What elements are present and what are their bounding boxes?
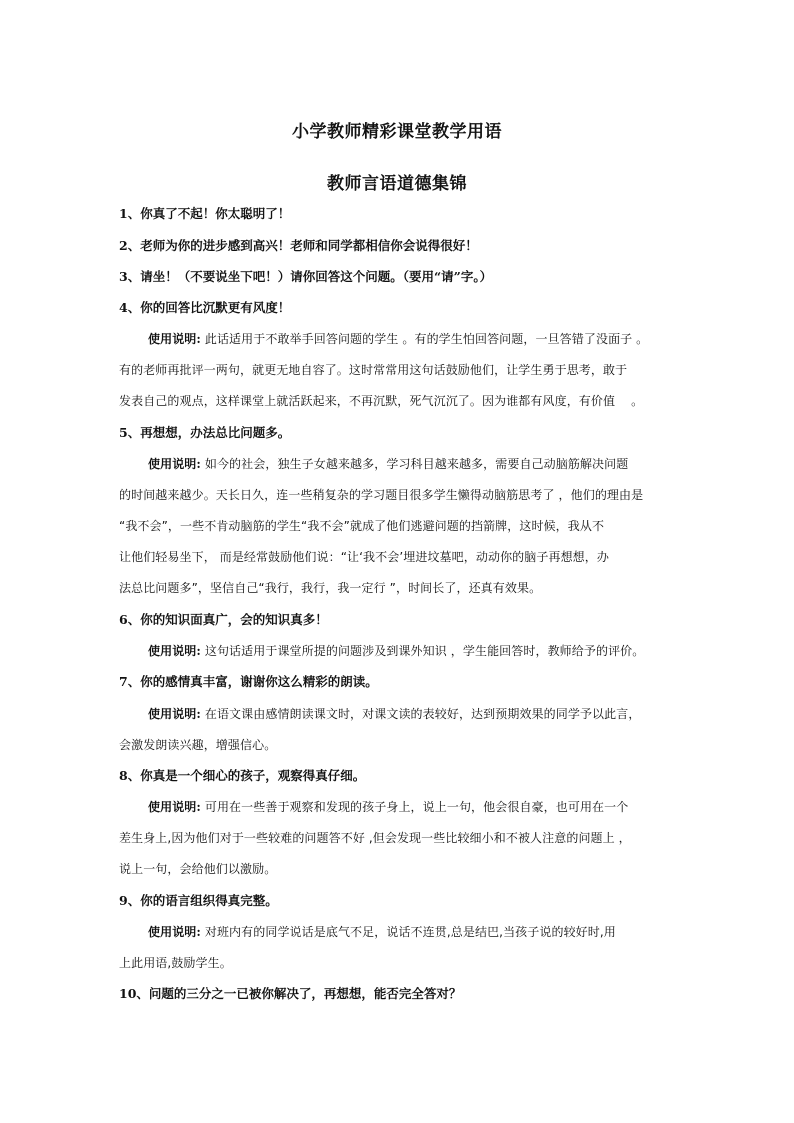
heading-5: 5、再想想，办法总比问题多。 [119,425,291,440]
heading-7: 7、你的感情真丰富，谢谢你这么精彩的朗读。 [119,674,378,689]
usage-label: 使用说明: [148,457,201,471]
heading-2: 2、老师为你的进步感到高兴！老师和同学都相信你会说得很好！ [119,238,478,253]
paragraph-8-line-2: 差生身上,因为他们对于一些较难的问题答不好 ,但会发现一些比较细小和不被人注意的问题上 ， [119,831,631,845]
paragraph-5-line-4: 让他们轻易坐下， 而是经常鼓励他们说：“让‘我不会’埋进坟墓吧，动动你的脑子再想想，办 [119,550,609,564]
paragraph-7-line-1 [148,706,640,722]
paragraph-7-line-2: 会激发朗读兴趣，增强信心。 [119,738,277,752]
heading-9: 9、你的语言组织得真完整。 [119,893,278,908]
heading-8: 8、你真是一个细心的孩子，观察得真仔细。 [119,768,366,783]
usage-label: 使用说明: [148,800,201,814]
paragraph-9-line-2: 上此用语,鼓励学生。 [119,956,232,970]
paragraph-4-line-2: 有的老师再批评一两句，就更无地自容了。这时常常用这句话鼓励他们，让学生勇于思考，敢于 [119,363,628,377]
heading-10: 10、问题的三分之一已被你解决了，再想想，能否完全答对？ [119,986,462,1001]
paragraph-5-line-5: 法总比问题多”，坚信自己“我行，我行，我一定行 ”，时间长了，还真有效果。 [119,581,542,595]
paragraph-text: 这句话适用于课堂所提的问题涉及到课外知识 ，学生能回答时，教师给予的评价。 [200,644,645,658]
paragraph-4-line-3: 发表自己的观点，这样课堂上就活跃起来，不再沉默，死气沉沉了。因为谁都有风度，有价值 。 [119,394,644,408]
paragraph-5-line-1 [148,456,628,472]
usage-label: 使用说明: [148,332,201,346]
paragraph-8-line-3: 说上一句，会给他们以激励。 [119,862,277,876]
paragraph-4-line-1 [148,331,648,347]
paragraph-text: 在语文课由感情朗读课文时，对课文读的表较好，达到预期效果的同学予以此言， [200,707,641,721]
paragraph-6-line-1 [148,643,644,659]
heading-4: 4、你的回答比沉默更有风度！ [119,300,291,315]
paragraph-text: 对班内有的同学说话是底气不足，说话不连贯,总是结巴,当孩子说的较好时,用 [200,925,616,939]
paragraph-text: 此话适用于不敢举手回答问题的学生 。有的学生怕回答问题，一旦答错了没面子 。 [200,332,649,346]
paragraph-5-line-2: 的时间越来越少。天长日久，连一些稍复杂的学习题目很多学生懒得动脑筋思考了 ，他们的理由是 [119,488,644,502]
usage-label: 使用说明: [148,707,201,721]
paragraph-text: 如今的社会，独生子女越来越多，学习科目越来越多，需要自己动脑筋解决问题 [200,457,629,471]
heading-6: 6、你的知识面真广，会的知识真多！ [119,612,328,627]
paragraph-8-line-1 [148,799,628,815]
heading-1: 1、你真了不起！你太聪明了！ [119,206,291,221]
paragraph-text: 可用在一些善于观察和发现的孩子身上，说上一句，他会很自豪，也可用在一个 [200,800,629,814]
paragraph-9-line-1 [148,924,616,940]
heading-3: 3、请坐！（不要说坐下吧！）请你回答这个问题。（要用“请”字。） [119,269,493,284]
paragraph-5-line-3: “我不会”，一些不肯动脑筋的学生“我不会”就成了他们逃避问题的挡箭牌，这时候，我从不 [119,519,605,533]
usage-label: 使用说明: [148,925,201,939]
document-subtitle: 教师言语道德集锦 [327,174,467,194]
usage-label: 使用说明: [148,644,201,658]
document-title: 小学教师精彩课堂教学用语 [292,122,502,142]
